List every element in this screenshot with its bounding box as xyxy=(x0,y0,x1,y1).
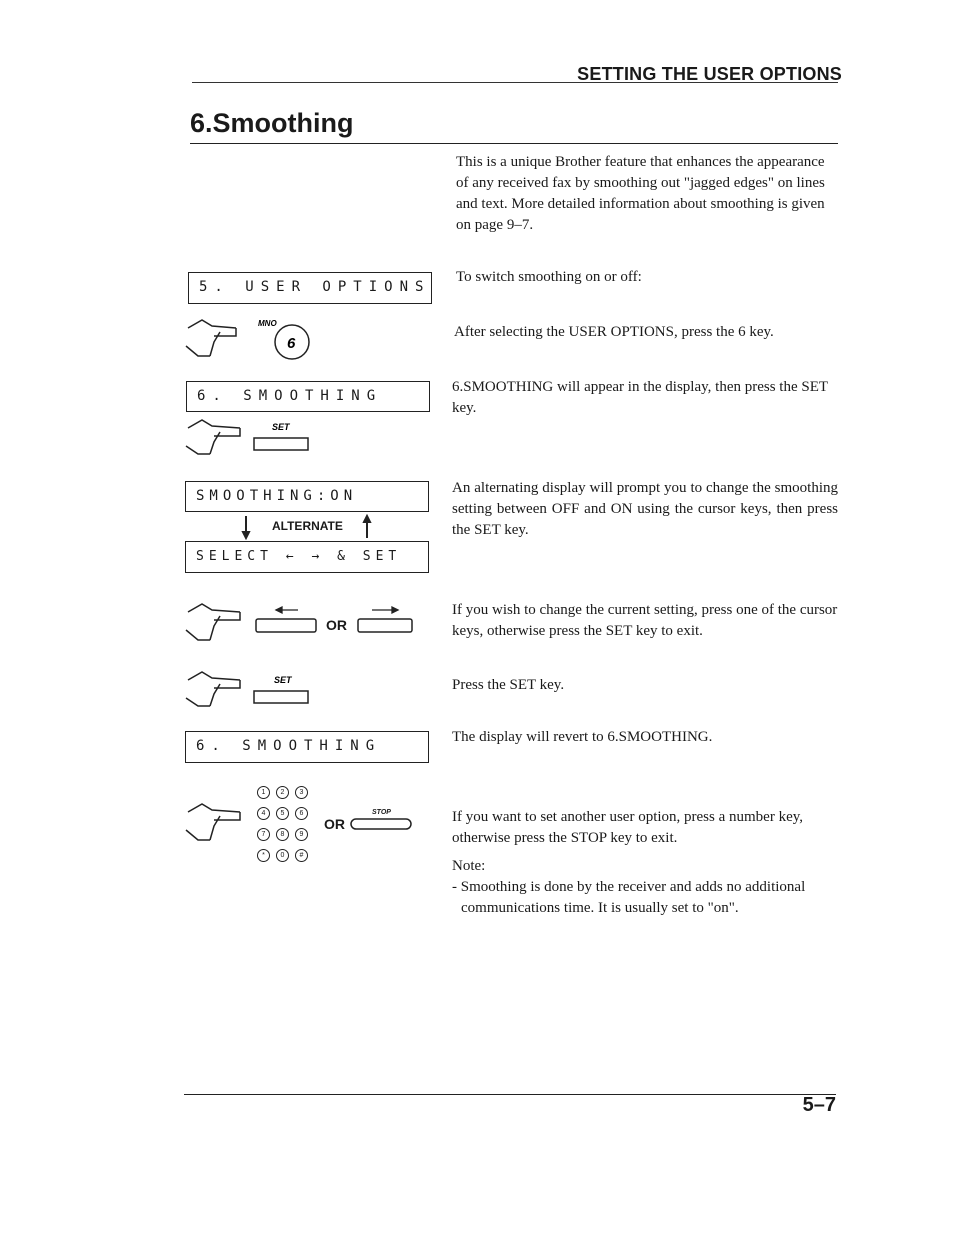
lcd-display-smoothing-on: SMOOTHING:ON xyxy=(185,481,429,512)
note-heading: Note: xyxy=(452,858,486,874)
press-cursor-illustration xyxy=(184,600,424,644)
numeric-keypad xyxy=(257,786,321,862)
header-rule xyxy=(192,82,838,83)
numkey-6: 6 xyxy=(295,807,308,820)
mno-key-label: MNO xyxy=(258,319,277,328)
lcd-display-smoothing-2: 6. SMOOTHING xyxy=(185,731,429,763)
alternate-label: ALTERNATE xyxy=(272,519,343,533)
down-arrowhead-icon xyxy=(243,532,249,538)
stop-key-icon xyxy=(350,817,414,831)
step-4-text: An alternating display will prompt you to change the smoothing setting between OFF and ON using the cursor keys, then press the SET key. xyxy=(452,480,838,538)
press-set-illustration-2 xyxy=(184,670,324,710)
lcd-display-smoothing: 6. SMOOTHING xyxy=(186,381,430,412)
intro-paragraph: This is a unique Brother feature that enhances the appearance of any received fax by smoothing out "jagged edges" on lines and text. More detailed information about smoothing is given on page 9–7. xyxy=(456,154,825,233)
numkey-star: * xyxy=(257,849,270,862)
up-arrowhead-icon xyxy=(364,516,370,522)
stop-key-label: STOP xyxy=(372,809,391,816)
set-key-icon xyxy=(254,438,308,450)
press-6-illustration xyxy=(184,316,324,364)
numkey-8: 8 xyxy=(276,828,289,841)
set-key-label: SET xyxy=(272,422,290,432)
hand-pointer-icon xyxy=(186,672,240,706)
left-cursor-key-icon xyxy=(256,619,316,632)
numkey-5: 5 xyxy=(276,807,289,820)
set-key-label-2: SET xyxy=(274,675,292,685)
hand-pointer-icon xyxy=(184,800,248,844)
numkey-7: 7 xyxy=(257,828,270,841)
or-label-2: OR xyxy=(324,816,345,832)
step-3-text: 6.SMOOTHING will appear in the display, then press the SET key. xyxy=(452,379,828,416)
footer-rule xyxy=(184,1094,836,1095)
press-set-illustration xyxy=(184,418,324,458)
step-5-text: If you wish to change the current setting, press one of the cursor keys, otherwise press the SET key to exit. xyxy=(452,602,838,639)
page-number: 5–7 xyxy=(802,1094,836,1116)
right-arrow-icon xyxy=(372,607,398,613)
or-label: OR xyxy=(326,617,347,633)
numkey-2: 2 xyxy=(276,786,289,799)
hand-pointer-icon xyxy=(186,420,240,454)
numkey-0: 0 xyxy=(276,849,289,862)
lcd-display-user-options: 5. USER OPTIONS xyxy=(188,272,432,304)
numkey-9: 9 xyxy=(295,828,308,841)
step-2-text: After selecting the USER OPTIONS, press the 6 key. xyxy=(454,324,774,340)
numkey-3: 3 xyxy=(295,786,308,799)
step-7-text: The display will revert to 6.SMOOTHING. xyxy=(452,729,713,745)
note-text: - Smoothing is done by the receiver and adds no additional communications time. It is usually set to "on". xyxy=(452,879,806,916)
numkey-4: 4 xyxy=(257,807,270,820)
left-arrow-icon xyxy=(276,607,298,613)
step-8-text: If you want to set another user option, press a number key, otherwise press the STOP key to exit. xyxy=(452,809,804,846)
set-key-icon-2 xyxy=(254,691,308,703)
page-title: 6.Smoothing xyxy=(190,108,354,138)
step-1-text: To switch smoothing on or off: xyxy=(456,269,642,285)
right-cursor-key-icon xyxy=(358,619,412,632)
key-6-digit: 6 xyxy=(287,335,296,352)
lcd-display-select-set: SELECT ← → & SET xyxy=(185,541,429,573)
numkey-hash: # xyxy=(295,849,308,862)
hand-pointer-icon xyxy=(186,320,236,356)
numkey-1: 1 xyxy=(257,786,270,799)
step-6-text: Press the SET key. xyxy=(452,677,565,693)
hand-pointer-icon xyxy=(186,604,240,640)
title-rule xyxy=(190,143,838,144)
section-header-title: SETTING THE USER OPTIONS xyxy=(577,64,842,84)
